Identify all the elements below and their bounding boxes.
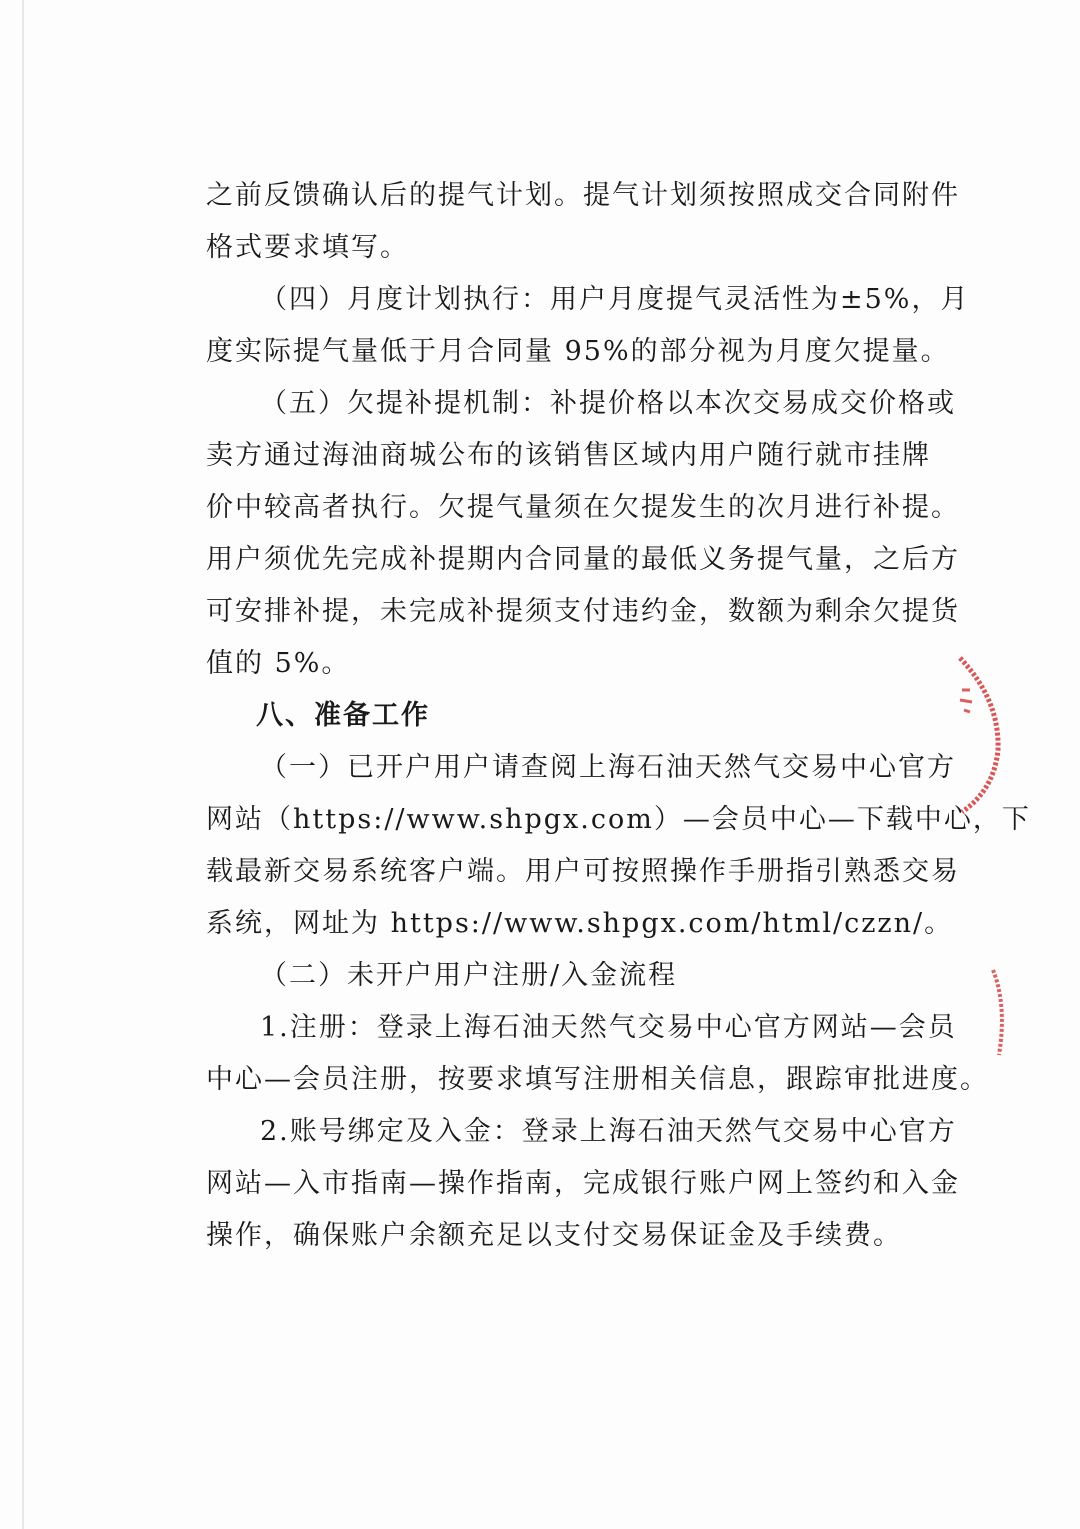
paragraph-line: 可安排补提，未完成补提须支付违约金，数额为剩余欠提货 [206, 596, 960, 627]
paragraph-line: （一）已开户用户请查阅上海石油天然气交易中心官方 [260, 752, 956, 783]
paragraph-line: 网站（https://www.shpgx.com）—会员中心—下载中心，下 [206, 804, 1031, 835]
paragraph-line: 操作，确保账户余额充足以支付交易保证金及手续费。 [206, 1220, 902, 1251]
paragraph-line: 卖方通过海油商城公布的该销售区域内用户随行就市挂牌 [206, 440, 931, 471]
paragraph-line: 之前反馈确认后的提气计划。提气计划须按照成交合同附件 [206, 180, 960, 211]
paragraph-line: 值的 5%。 [206, 648, 351, 679]
paragraph-line: 价中较高者执行。欠提气量须在欠提发生的次月进行补提。 [206, 492, 960, 523]
paragraph-line: 系统，网址为 https://www.shpgx.com/html/czzn/。 [206, 908, 954, 939]
scan-edge-mark [22, 0, 24, 1529]
document-body [206, 170, 1031, 1262]
paragraph-line: 格式要求填写。 [206, 232, 409, 263]
paragraph-line: 2.账号绑定及入金：登录上海石油天然气交易中心官方 [260, 1116, 957, 1147]
paragraph-line: 网站—入市指南—操作指南，完成银行账户网上签约和入金 [206, 1168, 960, 1199]
paragraph-line: 1.注册：登录上海石油天然气交易中心官方网站—会员 [260, 1012, 957, 1043]
paragraph-line: 度实际提气量低于月合同量 95%的部分视为月度欠提量。 [206, 336, 950, 367]
seal-stamp-partial [985, 965, 1025, 1065]
section-heading: 八、准备工作 [256, 700, 430, 731]
paragraph-line: （五）欠提补提机制：补提价格以本次交易成交价格或 [260, 388, 956, 419]
paragraph-line: 中心—会员注册，按要求填写注册相关信息，跟踪审批进度。 [206, 1064, 989, 1095]
paragraph-line: 用户须优先完成补提期内合同量的最低义务提气量，之后方 [206, 544, 960, 575]
paragraph-line: （二）未开户用户注册/入金流程 [260, 960, 678, 991]
paragraph-line: 载最新交易系统客户端。用户可按照操作手册指引熟悉交易 [206, 856, 960, 887]
paragraph-line: （四）月度计划执行：用户月度提气灵活性为±5%，月 [260, 284, 970, 315]
